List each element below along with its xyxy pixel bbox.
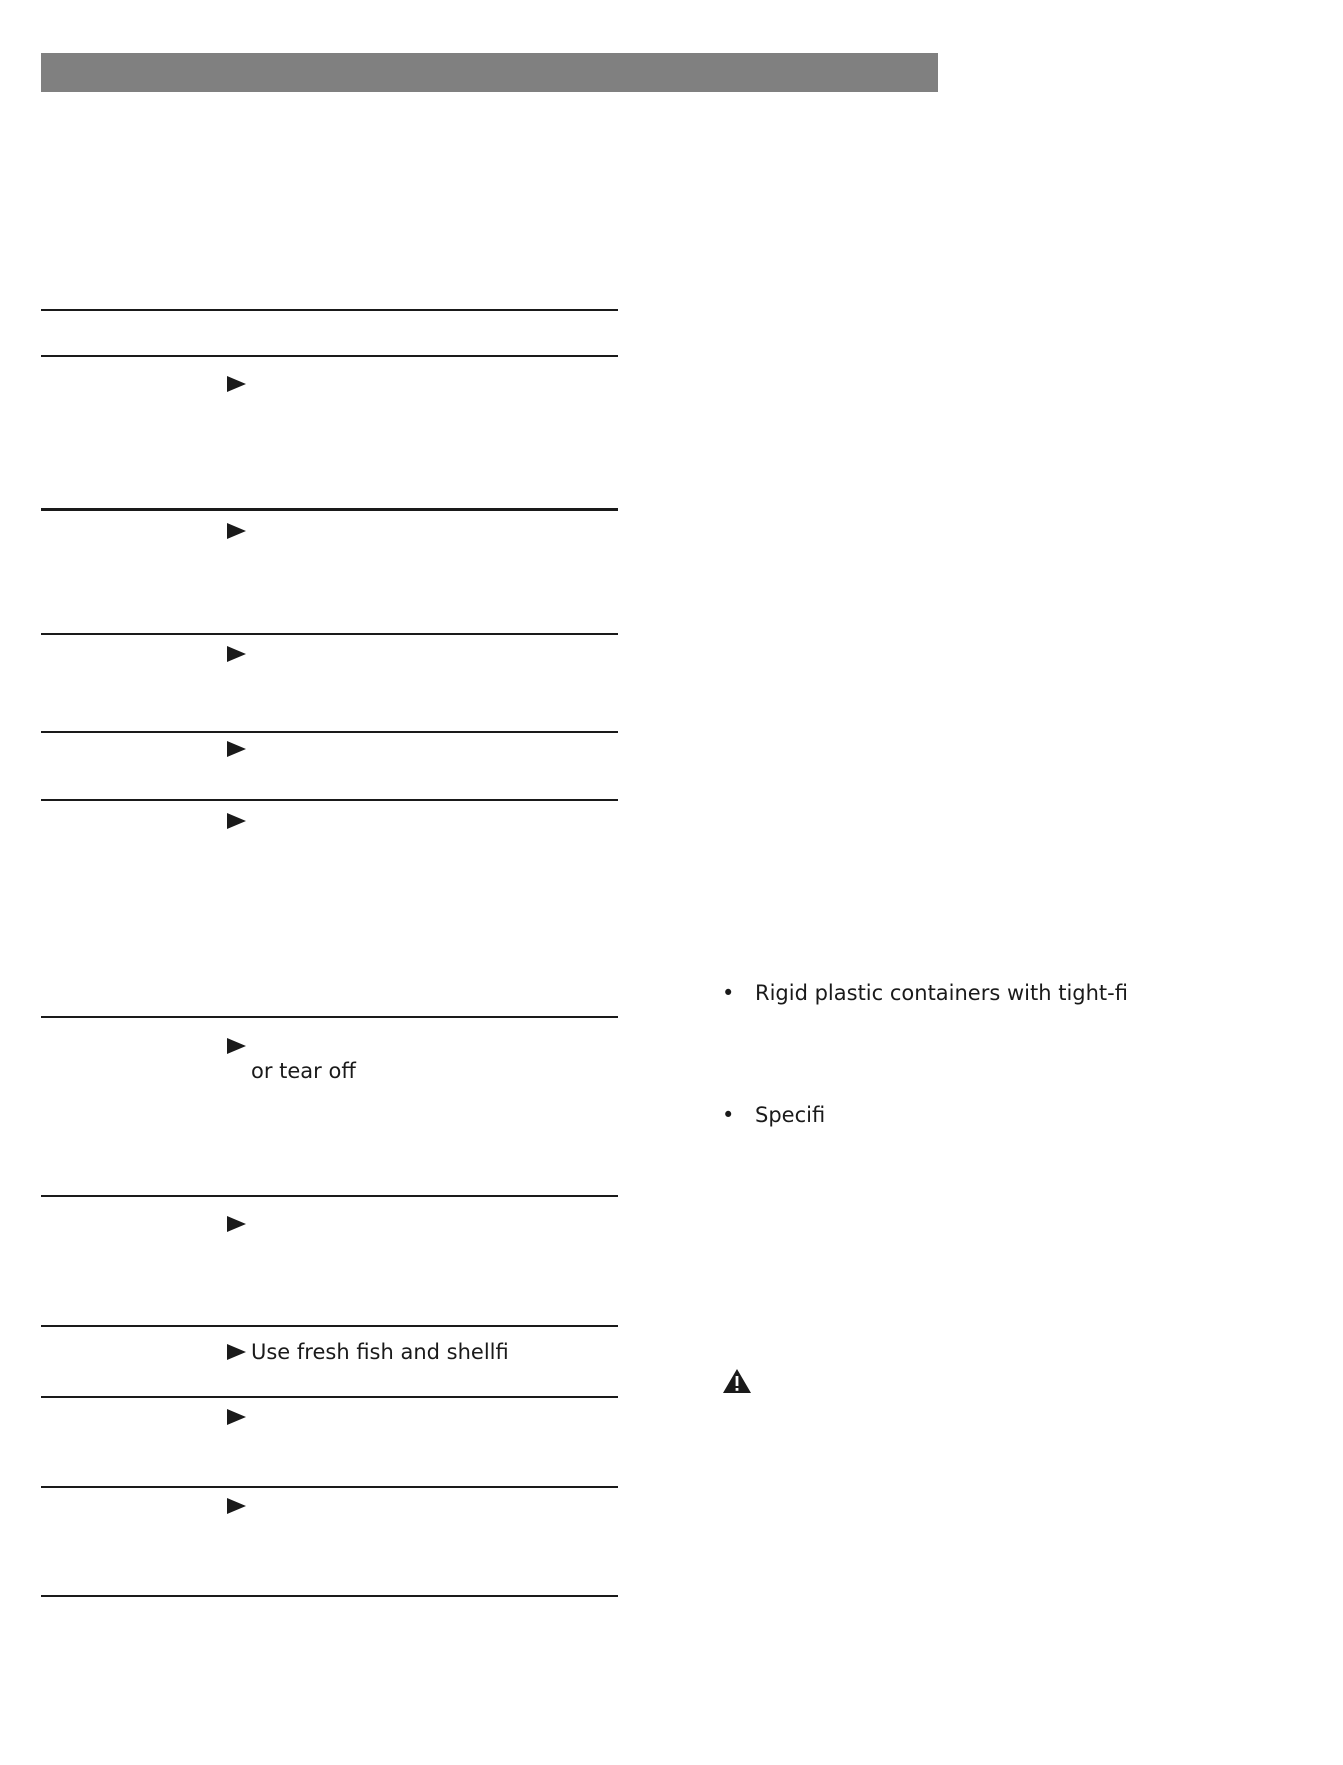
table-row-rule [41, 1195, 618, 1197]
arrow-right-icon [227, 1344, 246, 1360]
table-row-rule [41, 633, 618, 635]
list-item [722, 980, 1128, 1006]
row-continuation-text: or tear off [251, 1059, 356, 1083]
arrow-right-icon [227, 646, 246, 662]
arrow-right-icon [227, 1038, 246, 1054]
list-item-text: Specifi [755, 1103, 826, 1127]
arrow-right-icon [227, 1409, 246, 1425]
list-item [722, 1102, 825, 1128]
table-row-rule [41, 1486, 618, 1488]
list-item-text: Rigid plastic containers with tight-fi [755, 981, 1128, 1005]
bullet-icon: • [722, 981, 735, 1005]
table-row-rule [41, 1016, 618, 1018]
section-header-bar [41, 53, 938, 92]
table-row-rule [41, 508, 618, 511]
bullet-icon: • [722, 1103, 735, 1127]
arrow-right-icon [227, 741, 246, 757]
arrow-right-icon [227, 523, 246, 539]
arrow-right-icon [227, 1216, 246, 1232]
arrow-right-icon [227, 376, 246, 392]
table-row-rule [41, 1396, 618, 1398]
table-row-rule [41, 1325, 618, 1327]
table-top-rule [41, 309, 618, 311]
warning-triangle-icon [722, 1368, 752, 1394]
row-text: Use fresh fish and shellfi [251, 1340, 509, 1364]
table-header-rule [41, 355, 618, 357]
arrow-right-icon [227, 1498, 246, 1514]
table-row-rule [41, 799, 618, 801]
table-row-rule [41, 731, 618, 733]
table-bottom-rule [41, 1595, 618, 1597]
arrow-right-icon [227, 813, 246, 829]
